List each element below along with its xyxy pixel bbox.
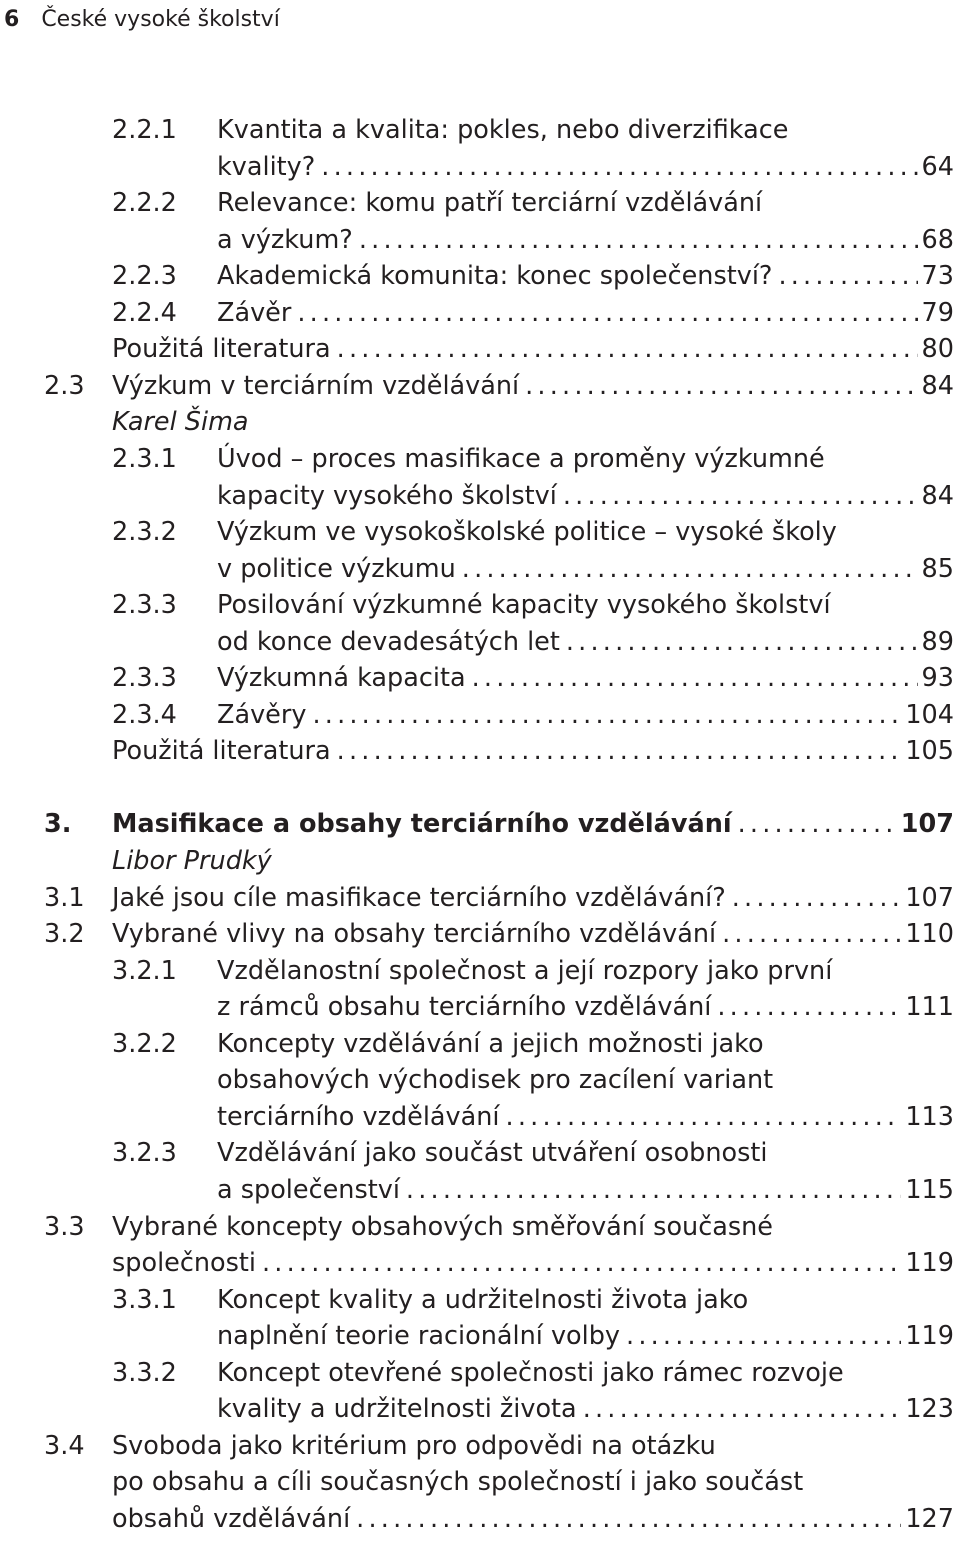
toc-page-number: 105 <box>905 736 954 767</box>
toc-page-number: 84 <box>921 480 954 511</box>
toc-entry-number: 2.2.2 <box>112 188 177 219</box>
toc-entry-title: od konce devadesátých let <box>217 626 560 657</box>
dot-leader <box>738 806 897 842</box>
toc-entry-line <box>0 1026 960 1062</box>
toc-page-number: 119 <box>905 1321 954 1352</box>
toc-entry-title: z rámců obsahu terciárního vzdělávání <box>217 992 712 1023</box>
dot-leader <box>525 368 917 404</box>
toc-page-number: 68 <box>921 224 954 255</box>
toc-entry-number: 3.4 <box>44 1430 85 1461</box>
toc-page-number: 110 <box>905 919 954 950</box>
toc-page-number: 80 <box>921 334 954 365</box>
toc-entry-line <box>0 697 960 733</box>
toc-entry-title: Svoboda jako kritérium pro odpovědi na otázku <box>112 1430 716 1461</box>
toc-entry-line <box>0 1282 960 1318</box>
toc-page-number: 107 <box>905 882 954 913</box>
toc-entry-title: Koncepty vzdělávání a jejich možnosti jako <box>217 1028 764 1059</box>
toc-page-number: 89 <box>921 626 954 657</box>
dot-leader <box>717 989 901 1025</box>
toc-entry-title: společnosti <box>112 1248 256 1279</box>
toc-entry-title: obsahových východisek pro zacílení variant <box>217 1065 774 1096</box>
toc-page-number: 123 <box>905 1394 954 1425</box>
dot-leader <box>462 551 918 587</box>
toc-entry-number: 3.3.1 <box>112 1284 177 1315</box>
toc-entry-title: Použitá literatura <box>112 736 331 767</box>
toc-entry-line <box>0 1135 960 1171</box>
toc-entry-number: 3.2.3 <box>112 1138 177 1169</box>
toc-page-number: 104 <box>905 699 954 730</box>
dot-leader <box>626 1318 901 1354</box>
toc-entry-number: 2.2.1 <box>112 115 177 145</box>
toc-entry-title: Koncept otevřené společnosti jako rámec rozvoje <box>217 1357 844 1388</box>
toc-entry-number: 2.3.4 <box>112 699 177 730</box>
toc-entry-title: Masifikace a obsahy terciárního vzdělávání <box>112 809 732 840</box>
toc-entry-line <box>0 806 960 842</box>
dot-leader <box>722 916 901 952</box>
toc-page-number: 111 <box>905 992 954 1023</box>
toc-page-number: 127 <box>905 1503 954 1534</box>
toc-entry-number: 3.3.2 <box>112 1357 177 1388</box>
toc-entry-title: Závěry <box>217 699 307 730</box>
toc-page-number: 73 <box>921 261 954 292</box>
toc-entry-line <box>0 185 960 221</box>
toc-entry-number: 2.3.3 <box>112 590 177 621</box>
dot-leader <box>583 1391 902 1427</box>
toc-entry-title: Vzdělanostní společnost a její rozpory jako první <box>217 955 833 986</box>
toc-entry-number: 2.3.2 <box>112 517 177 548</box>
author-name: Karel Šima <box>112 407 249 438</box>
dot-leader <box>563 478 918 514</box>
toc-entry-line <box>0 368 960 404</box>
toc-entry-title: Akademická komunita: konec společenství? <box>217 261 773 292</box>
toc-page-number: 107 <box>900 809 954 840</box>
page-number: 6 <box>4 7 20 32</box>
toc-entry-number: 2.3.3 <box>112 663 177 694</box>
toc-entry-title: kvality a udržitelnosti života <box>217 1394 577 1425</box>
toc-entry-title: a společenství <box>217 1174 400 1205</box>
toc-entry-number: 2.3 <box>44 370 85 401</box>
dot-leader <box>356 1501 901 1537</box>
toc-entry-title: Použitá literatura <box>112 334 331 365</box>
toc-page-number: 84 <box>921 370 954 401</box>
toc-entry-title: Výzkum v terciárním vzdělávání <box>112 370 520 401</box>
toc-entry-number: 2.2.4 <box>112 297 177 328</box>
toc-entry-number: 2.3.1 <box>112 443 177 474</box>
toc-entry-title: Závěr <box>217 297 292 328</box>
dot-leader <box>312 697 901 733</box>
toc-entry-number: 2.2.3 <box>112 261 177 292</box>
toc-entry-line <box>0 331 960 367</box>
toc-entry-line <box>0 1245 960 1281</box>
toc-entry-number: 3. <box>44 809 72 840</box>
toc-entry-title: obsahů vzdělávání <box>112 1503 351 1534</box>
toc-entry-line <box>0 953 960 989</box>
toc-entry-title: naplnění teorie racionální volby <box>217 1321 621 1352</box>
dot-leader <box>506 1099 902 1135</box>
toc-page-number: 93 <box>921 663 954 694</box>
toc-entry-title: Vybrané vlivy na obsahy terciárního vzdělávání <box>112 919 717 950</box>
toc-entry-line <box>0 295 960 331</box>
toc-page-number: 115 <box>905 1174 954 1205</box>
toc-entry-title: terciárního vzdělávání <box>217 1101 500 1132</box>
toc-entry-line <box>0 222 960 258</box>
toc-entry-line <box>0 1501 960 1537</box>
toc-entry-line <box>0 624 960 660</box>
toc-entry-title: kapacity vysokého školství <box>217 480 557 511</box>
toc-entry-title: a výzkum? <box>217 224 353 255</box>
dot-leader <box>321 149 917 185</box>
toc-author <box>0 843 960 879</box>
toc-entry-title: po obsahu a cíli současných společností i jako součást <box>112 1467 804 1498</box>
toc-entry-title: Úvod – proces masifikace a proměny výzkumné <box>217 443 825 474</box>
toc-entry-line <box>0 1464 960 1500</box>
toc-author <box>0 404 960 440</box>
toc-entry-title: Výzkumná kapacita <box>217 663 466 694</box>
toc-entry-title: v politice výzkumu <box>217 553 456 584</box>
toc-entry-title: Výzkum ve vysokoškolské politice – vysoké školy <box>217 517 837 548</box>
toc-page-number: 113 <box>905 1101 954 1132</box>
toc-page-number: 64 <box>921 151 954 182</box>
toc-entry-line <box>0 514 960 550</box>
toc-entry-number: 3.2.2 <box>112 1028 177 1059</box>
toc-entry-line <box>0 1391 960 1427</box>
toc-entry-line <box>0 258 960 294</box>
toc-entry-line <box>0 478 960 514</box>
dot-leader <box>566 624 918 660</box>
toc-entry-title: Koncept kvality a udržitelnosti života jako <box>217 1284 749 1315</box>
toc-page-number: 119 <box>905 1248 954 1279</box>
dot-leader <box>337 733 902 769</box>
toc-entry-title: Vybrané koncepty obsahových směřování současné <box>112 1211 773 1242</box>
toc-entry-line <box>0 733 960 769</box>
dot-leader <box>778 258 917 294</box>
toc-entry-line <box>0 149 960 185</box>
running-title: České vysoké školství <box>41 7 280 32</box>
toc-entry-line <box>0 1428 960 1464</box>
toc-page-number: 85 <box>921 553 954 584</box>
toc-entry-line <box>0 551 960 587</box>
dot-leader <box>472 660 918 696</box>
toc-entry-line <box>0 916 960 952</box>
toc-entry-number: 3.1 <box>44 882 85 913</box>
toc-page-number: 79 <box>921 297 954 328</box>
dot-leader <box>262 1245 901 1281</box>
dot-leader <box>732 880 902 916</box>
dot-leader <box>359 222 918 258</box>
toc-entry-line <box>0 1355 960 1391</box>
toc-entry-line <box>0 1099 960 1135</box>
toc-entry-title: Jaké jsou cíle masifikace terciárního vzdělávání? <box>112 882 726 913</box>
toc-entry-line <box>0 880 960 916</box>
dot-leader <box>297 295 917 331</box>
toc-entry-title: Kvantita a kvalita: pokles, nebo diverzifikace <box>217 115 789 145</box>
running-header <box>4 2 280 38</box>
dot-leader <box>406 1172 901 1208</box>
dot-leader <box>337 331 918 367</box>
toc-entry-number: 3.3 <box>44 1211 85 1242</box>
toc-entry-line <box>0 1172 960 1208</box>
toc-entry-line <box>0 112 960 148</box>
toc-entry-line <box>0 1209 960 1245</box>
toc-entry-line <box>0 441 960 477</box>
toc-entry-number: 3.2 <box>44 919 85 950</box>
toc-entry-line <box>0 989 960 1025</box>
toc-entry-line <box>0 587 960 623</box>
toc-entry-number: 3.2.1 <box>112 955 177 986</box>
toc-entry-line <box>0 660 960 696</box>
toc-entry-line <box>0 1318 960 1354</box>
toc-entry-title: Relevance: komu patří terciární vzdělávání <box>217 188 763 219</box>
toc-entry-line <box>0 1062 960 1098</box>
author-name: Libor Prudký <box>112 846 272 876</box>
toc-entry-title: Posilování výzkumné kapacity vysokého školství <box>217 590 831 621</box>
toc-entry-title: kvality? <box>217 151 316 182</box>
toc-entry-title: Vzdělávání jako součást utváření osobnosti <box>217 1138 768 1169</box>
